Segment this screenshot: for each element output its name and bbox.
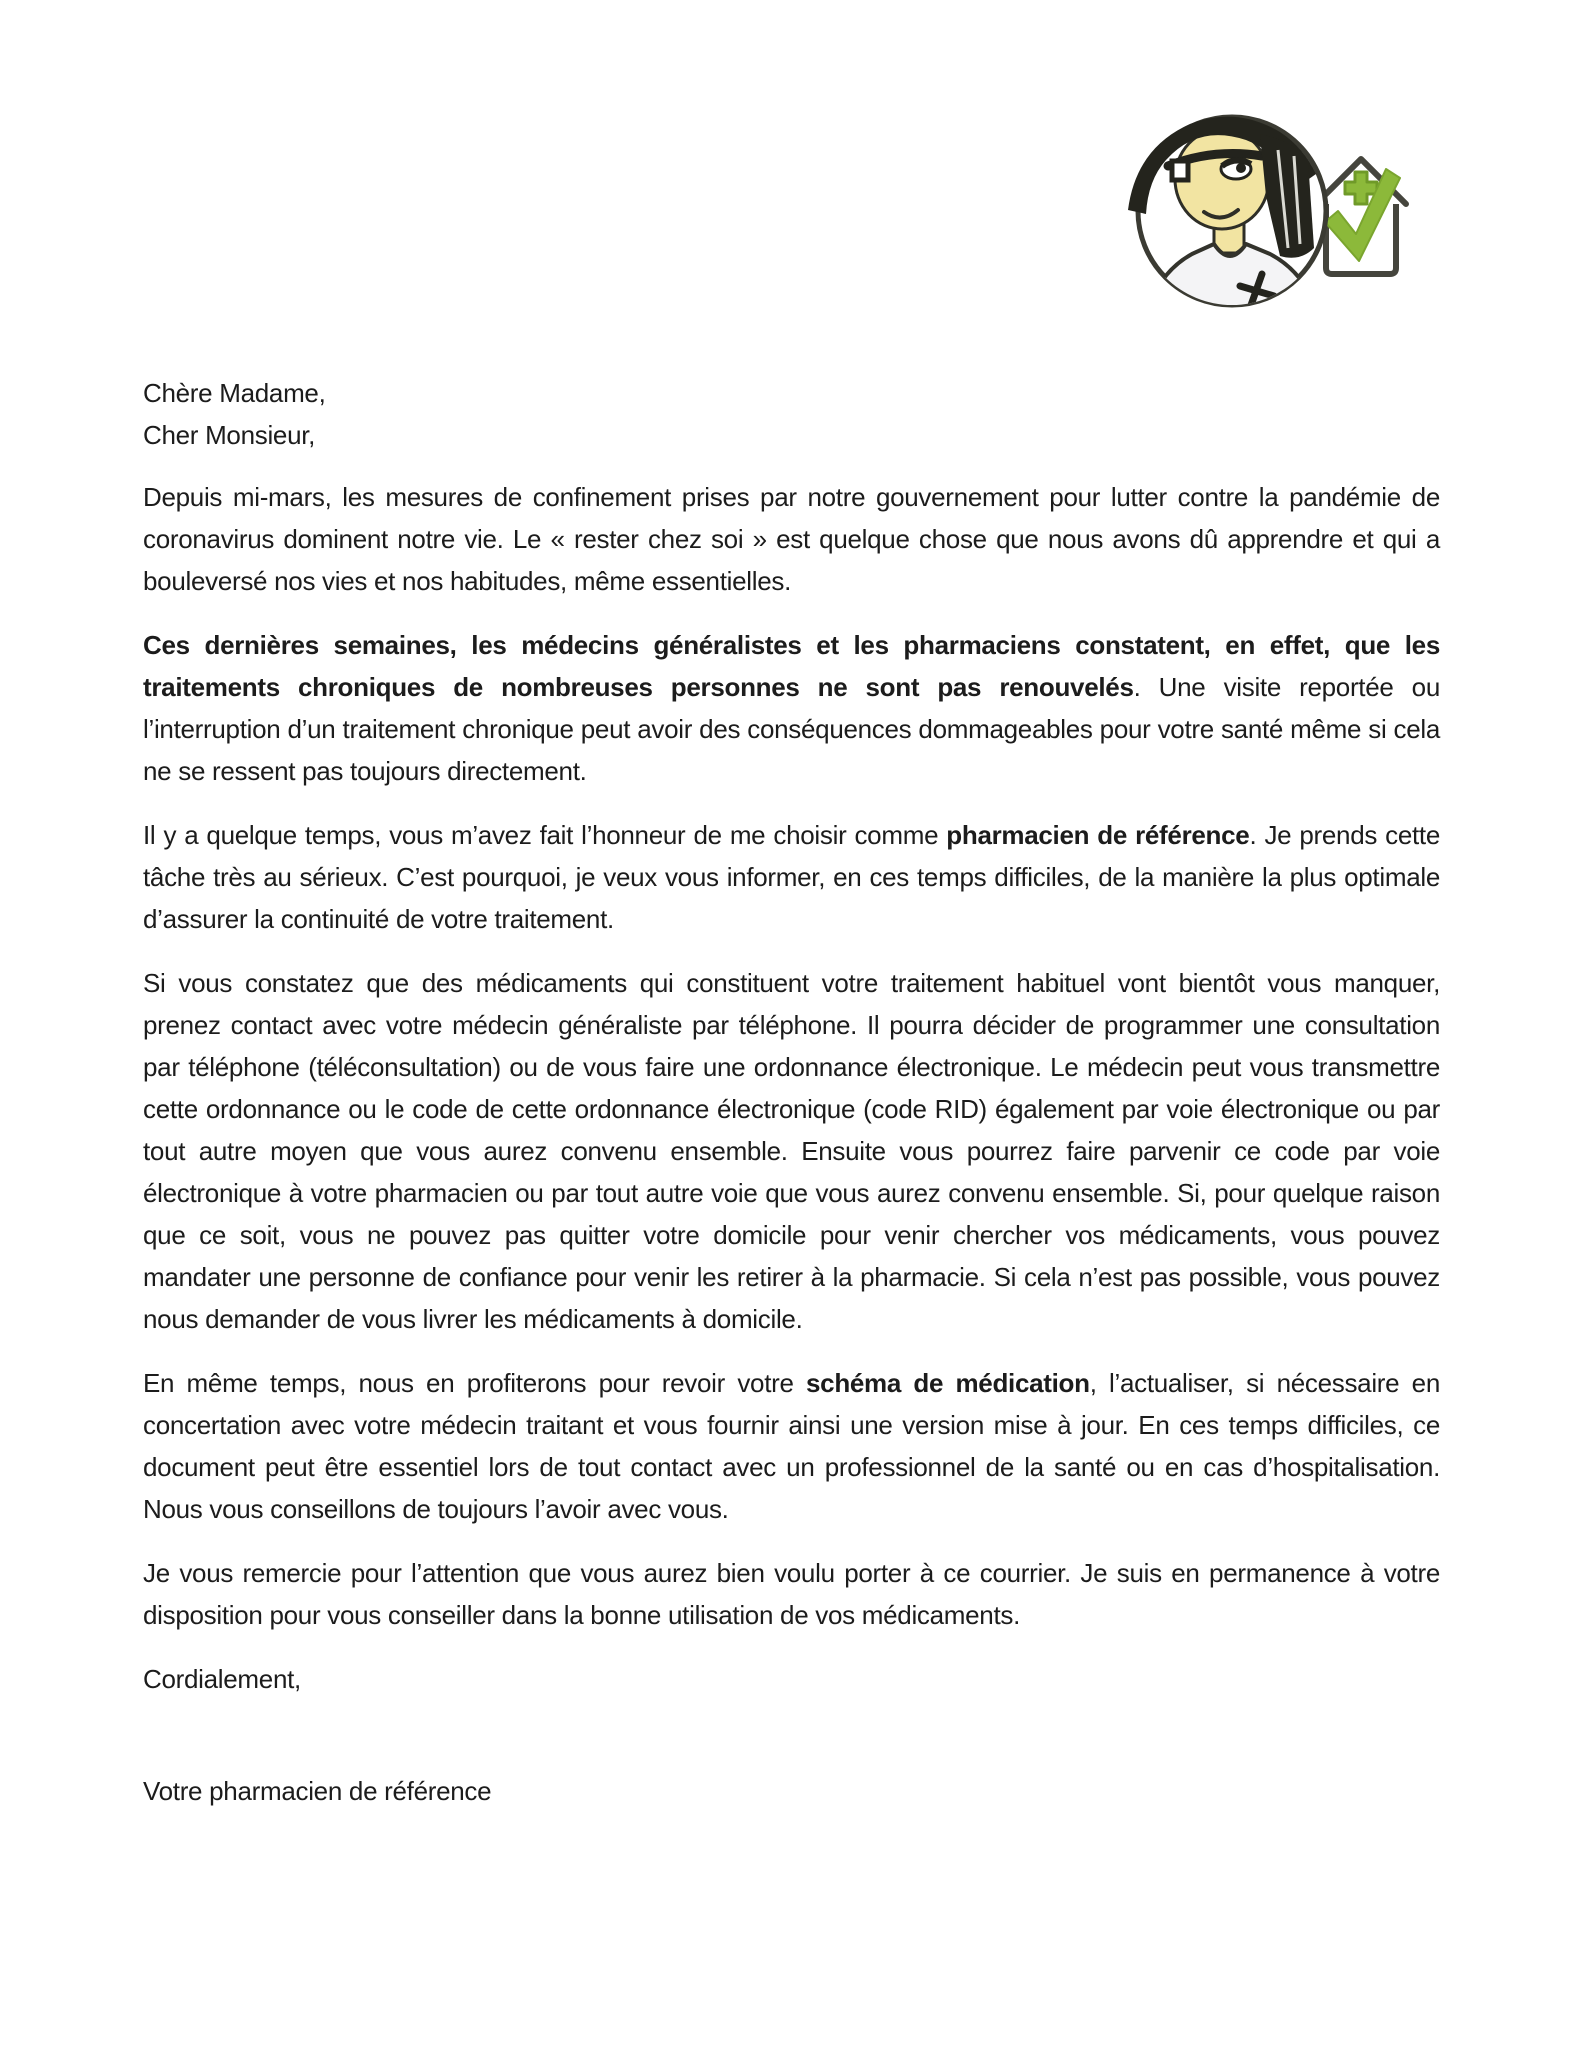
bold-reference-pharmacist: pharmacien de référence <box>946 820 1250 850</box>
house-check-icon <box>1316 159 1406 274</box>
salutation-line-1: Chère Madame, <box>143 378 326 408</box>
paragraph-confinement: Depuis mi-mars, les mesures de confinement prises par notre gouvernement pour lutter contre la pandémie de coronavirus dominent notre vie. Le « rester chez soi » est quelque chose que nous avons dû apprendre et qui a bouleversé nos vies et nos habitudes, même essentielles. <box>143 482 1440 596</box>
paragraph-procedure: Si vous constatez que des médicaments qui constituent votre traitement habituel vont bientôt vous manquer, prenez contact avec votre médecin généraliste par téléphone. Il pourra décider de programmer une consultation par téléphone (téléconsultation) ou de vous faire une ordonnance électronique. Le médecin peut vous transmettre cette ordonnance ou le code de cette ordonnance électronique (code RID) également par voie électronique ou par tout autre moyen que vous aurez convenu ensemble. Ensuite vous pourrez faire parvenir ce code par voie électronique à votre pharmacien ou par tout autre voie que vous aurez convenu ensemble. Si, pour quelque raison que ce soit, vous ne pouvez pas quitter votre domicile pour venir chercher vos médicaments, vous pouvez mandater une personne de confiance pour venir les retirer à la pharmacie. Si cela n’est pas possible, vous pouvez nous demander de vous livrer les médicaments à domicile. <box>143 968 1440 1334</box>
salutation-line-2: Cher Monsieur, <box>143 420 316 450</box>
pharmacist-avatar-icon <box>1128 117 1326 332</box>
signature-line: Votre pharmacien de référence <box>143 1776 492 1806</box>
paragraph-treatments <box>143 624 1440 792</box>
paragraph-schema-pre: En même temps, nous en profiterons pour revoir votre <box>143 1368 806 1398</box>
pharmacy-logo <box>1118 98 1430 332</box>
paragraph-thanks: Je vous remercie pour l’attention que vous aurez bien voulu porter à ce courrier. Je suis en permanence à votre disposition pour vous conseiller dans la bonne utilisation de vos médicaments. <box>143 1558 1440 1630</box>
paragraph-reference-post: . Je prends cette tâche très au sérieux. C’est pourquoi, je veux vous informer, en ces temps difficiles, de la manière la plus optimale d’assurer la continuité de votre traitement. <box>143 820 1440 934</box>
pharmacy-logo-svg <box>1118 98 1430 332</box>
paragraph-treatments-rest: . Une visite reportée ou l’interruption d’un traitement chronique peut avoir des conséquences dommageables pour votre santé même si cela ne se ressent pas toujours directement. <box>143 672 1440 786</box>
bold-medication-schema: schéma de médication <box>806 1368 1090 1398</box>
salutation-block <box>143 372 1440 456</box>
paragraph-medication-schema <box>143 1362 1440 1530</box>
paragraph-reference-pre: Il y a quelque temps, vous m’avez fait l’honneur de me choisir comme <box>143 820 947 850</box>
paragraph-schema-post: , l’actualiser, si nécessaire en concertation avec votre médecin traitant et vous fournir ainsi une version mise à jour. En ces temps difficiles, ce document peut être essentiel lors de tout contact avec un professionnel de la santé ou en cas d’hospitalisation. Nous vous conseillons de toujours l’avoir avec vous. <box>143 1368 1440 1524</box>
letter-body <box>143 372 1440 1812</box>
closing-line: Cordialement, <box>143 1664 301 1694</box>
bold-treatments-statement: Ces dernières semaines, les médecins généralistes et les pharmaciens constatent, en effet, que les traitements chroniques de nombreuses personnes ne sont pas renouvelés <box>143 630 1440 702</box>
paragraph-reference-pharmacist <box>143 814 1440 940</box>
